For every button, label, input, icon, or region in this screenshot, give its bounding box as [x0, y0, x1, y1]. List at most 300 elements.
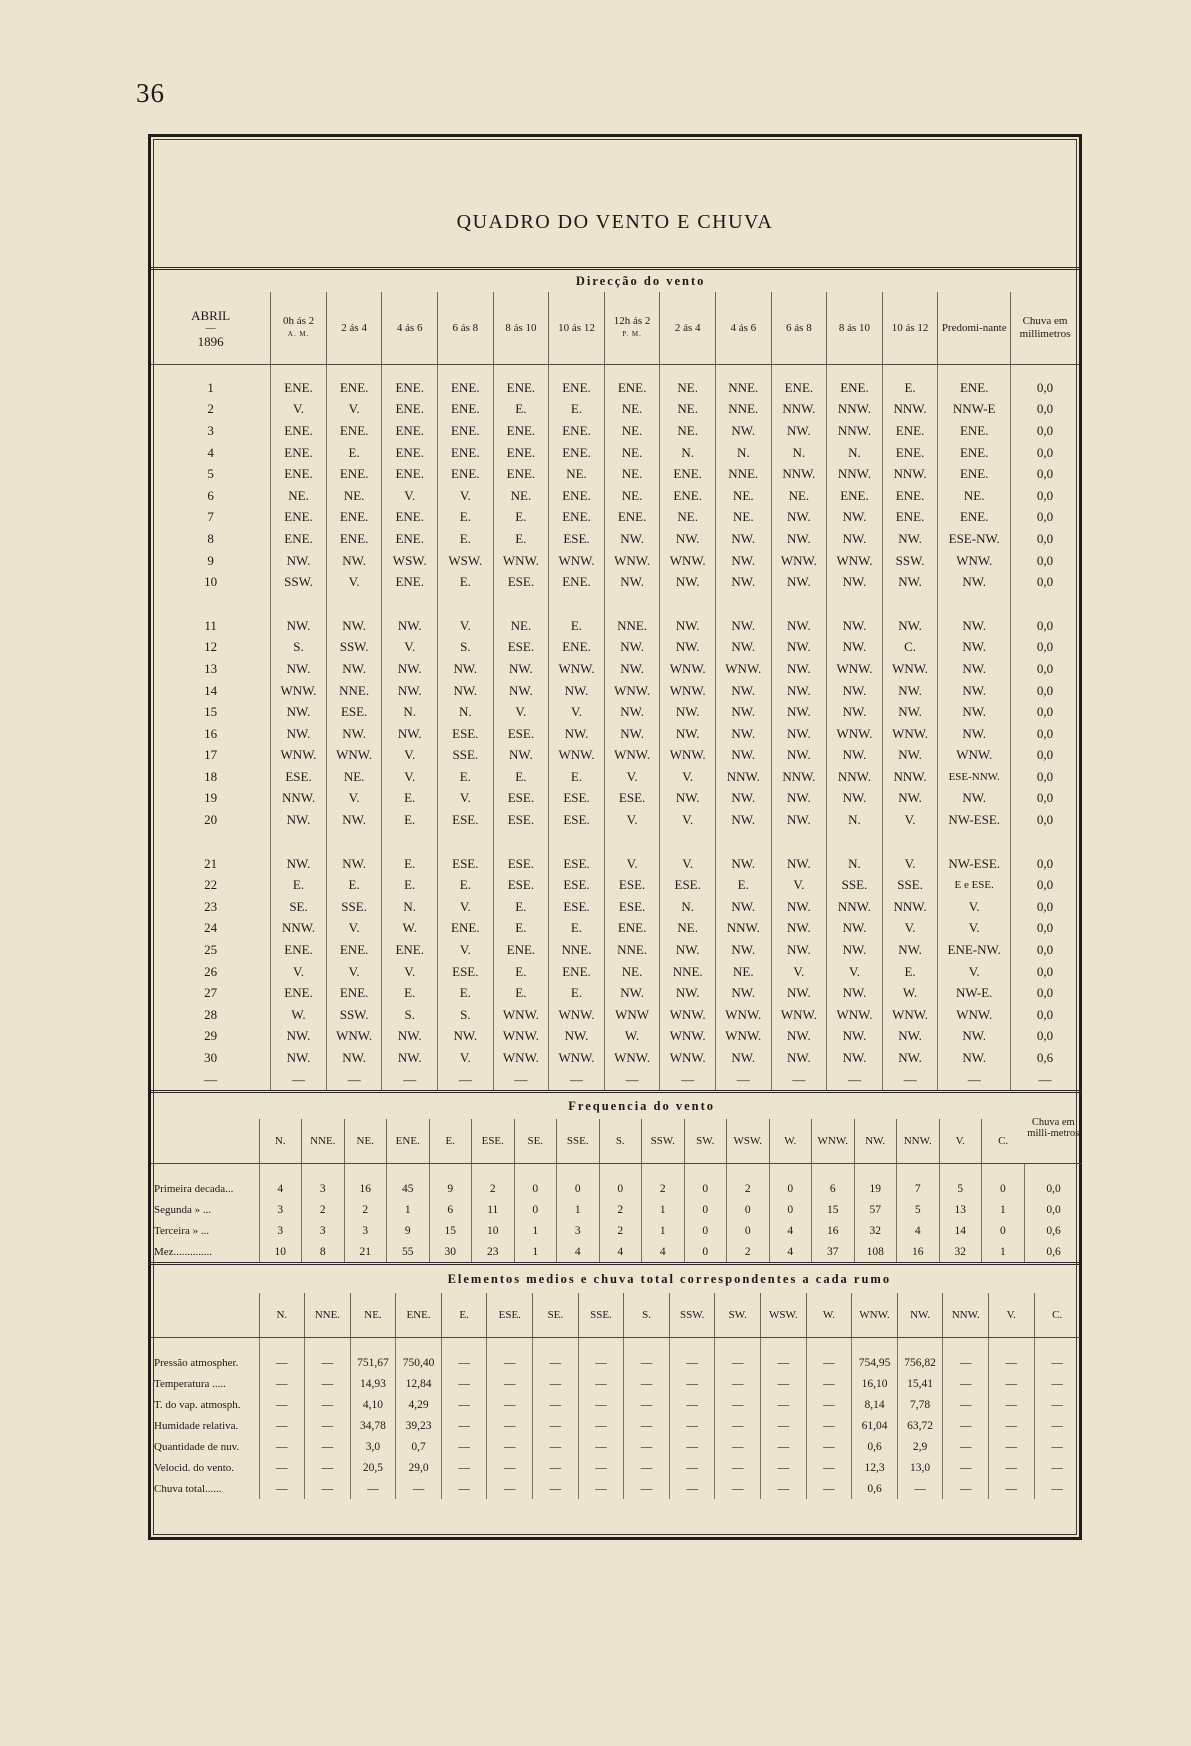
wind-direction-cell: NW.: [771, 528, 827, 550]
freq-value-cell: 15: [812, 1199, 855, 1220]
freq-value-cell: 2: [727, 1178, 770, 1199]
spacer-cell: [982, 1164, 1025, 1179]
predominant-cell: V.: [938, 961, 1011, 983]
elements-value-cell: —: [305, 1436, 351, 1457]
elements-column-header: SW.: [715, 1293, 761, 1338]
wind-column-header: [604, 292, 660, 365]
elements-value-cell: 13,0: [897, 1457, 943, 1478]
spacer-cell: [642, 1164, 685, 1179]
wind-direction-cell: WNW.: [604, 745, 660, 767]
freq-value-cell: 0: [982, 1220, 1025, 1241]
predominant-cell: ENE.: [938, 442, 1011, 464]
elements-value-cell: —: [578, 1415, 624, 1436]
freq-column-header: C.: [982, 1119, 1025, 1164]
wind-direction-cell: WNW.: [660, 550, 716, 572]
wind-direction-cell: ESE.: [549, 853, 605, 875]
wind-direction-cell: NW.: [715, 571, 771, 593]
wind-column-label: 6 ás 8: [452, 321, 479, 334]
month-header-spacer: [151, 270, 271, 292]
wind-direction-cell: NNE.: [326, 680, 382, 702]
freq-rain-cell: 0,6: [1046, 1224, 1061, 1237]
freq-column-header: WSW.: [727, 1119, 770, 1164]
wind-direction-cell: NW.: [882, 1026, 938, 1048]
wind-direction-cell: V.: [271, 399, 327, 421]
spacer-cell: [669, 1338, 715, 1353]
spacer-cell: [344, 1164, 387, 1179]
wind-direction-cell: N.: [382, 896, 438, 918]
wind-direction-cell: E.: [493, 961, 549, 983]
predominant-cell: NW.: [938, 723, 1011, 745]
day-number: 5: [151, 463, 271, 485]
freq-rain-cell: 0,6: [1046, 1245, 1061, 1258]
wind-direction-cell: ENE.: [271, 939, 327, 961]
gap-cell: [326, 831, 382, 853]
gap-cell: [151, 831, 271, 853]
spacer-cell: [350, 1338, 396, 1353]
wind-direction-cell: NW.: [882, 939, 938, 961]
wind-column-label: 4 ás 6: [396, 321, 423, 334]
day-number: 3: [151, 420, 271, 442]
wind-direction-cell: NNE.: [604, 939, 660, 961]
gap-cell: [549, 831, 605, 853]
spacer-cell: [259, 1164, 302, 1179]
gap-cell: [938, 831, 1011, 853]
spacer-cell: [624, 1338, 670, 1353]
wind-direction-cell: NNE.: [715, 463, 771, 485]
wind-direction-cell: NW.: [715, 701, 771, 723]
elements-column-header: NE.: [350, 1293, 396, 1338]
wind-direction-cell: S.: [271, 637, 327, 659]
freq-section-title-row: [151, 1092, 1082, 1120]
elements-column-header: C.: [1034, 1293, 1080, 1338]
elements-value-cell: —: [806, 1352, 852, 1373]
wind-direction-cell: WNW.: [604, 680, 660, 702]
wind-direction-cell: WNW.: [827, 550, 883, 572]
day-number: 2: [151, 399, 271, 421]
day-number: 26: [151, 961, 271, 983]
gap-cell: [151, 365, 271, 378]
wind-direction-cell: V.: [882, 853, 938, 875]
wind-direction-cell: SSE.: [827, 874, 883, 896]
predominant-cell: NNW-E: [938, 399, 1011, 421]
dash-cell: —: [493, 1069, 549, 1091]
wind-direction-cell: NNW.: [771, 463, 827, 485]
spacer-cell: [897, 1164, 940, 1179]
wind-direction-cell: V.: [660, 853, 716, 875]
rain-cell: 0,0: [1036, 466, 1054, 482]
wind-direction-cell: WSW.: [382, 550, 438, 572]
wind-day-row: [151, 853, 1079, 875]
wind-direction-cell: NW.: [715, 982, 771, 1004]
wind-direction-cell: NW.: [715, 1047, 771, 1069]
dash-cell: —: [827, 1069, 883, 1091]
wind-direction-cell: ENE.: [493, 420, 549, 442]
elements-column-header: ESE.: [487, 1293, 533, 1338]
wind-direction-cell: NW.: [771, 680, 827, 702]
wind-direction-cell: NNW.: [882, 766, 938, 788]
day-number: 25: [151, 939, 271, 961]
wind-column-header: [382, 292, 438, 365]
elements-value-cell: —: [259, 1352, 305, 1373]
wind-direction-cell: NW.: [771, 918, 827, 940]
freq-value-cell: 3: [259, 1199, 302, 1220]
elements-value-cell: 39,23: [396, 1415, 442, 1436]
elements-value-cell: —: [715, 1436, 761, 1457]
wind-direction-cell: ENE.: [382, 399, 438, 421]
wind-direction-cell: WNW.: [604, 1047, 660, 1069]
wind-direction-cell: NE.: [604, 420, 660, 442]
freq-value-cell: 7: [897, 1178, 940, 1199]
wind-direction-cell: NW.: [604, 982, 660, 1004]
gap-cell: [1011, 365, 1079, 378]
wind-direction-cell: SSE.: [882, 874, 938, 896]
wind-direction-cell: NW.: [827, 1026, 883, 1048]
freq-value-cell: 0: [514, 1178, 557, 1199]
day-number: 14: [151, 680, 271, 702]
gap-cell: [151, 593, 271, 615]
freq-row: [151, 1178, 1082, 1199]
elements-label-header: [151, 1293, 259, 1338]
wind-direction-cell: WNW.: [660, 1047, 716, 1069]
wind-direction-cell: E.: [438, 507, 494, 529]
wind-direction-cell: V.: [326, 399, 382, 421]
freq-value-cell: 32: [854, 1220, 897, 1241]
elements-value-cell: —: [487, 1457, 533, 1478]
gap-cell: [771, 831, 827, 853]
wind-direction-cell: ENE.: [549, 571, 605, 593]
wind-direction-cell: V.: [604, 809, 660, 831]
freq-value-cell: 1: [982, 1241, 1025, 1262]
wind-column-label: 8 ás 10: [505, 321, 537, 334]
elements-value-cell: 20,5: [350, 1457, 396, 1478]
dash-cell: —: [660, 1069, 716, 1091]
freq-value-cell: 15: [429, 1220, 472, 1241]
predominant-cell: ENE.: [938, 377, 1011, 399]
wind-direction-cell: W.: [882, 982, 938, 1004]
wind-direction-cell: SE.: [271, 896, 327, 918]
freq-row: [151, 1220, 1082, 1241]
wind-direction-cell: NE.: [660, 918, 716, 940]
wind-direction-cell: ENE.: [271, 442, 327, 464]
wind-direction-cell: NW.: [660, 528, 716, 550]
freq-value-cell: 4: [897, 1220, 940, 1241]
freq-value-cell: 16: [344, 1178, 387, 1199]
gap-cell: [827, 593, 883, 615]
day-number: 20: [151, 809, 271, 831]
elements-value-cell: —: [715, 1457, 761, 1478]
freq-value-cell: 5: [939, 1178, 982, 1199]
elements-value-cell: —: [259, 1394, 305, 1415]
predominant-cell: ENE.: [938, 463, 1011, 485]
spacer-cell: [715, 1338, 761, 1353]
wind-direction-cell: V.: [326, 961, 382, 983]
predominant-cell: NW.: [938, 680, 1011, 702]
wind-direction-cell: ENE.: [382, 377, 438, 399]
title-area: [151, 137, 1079, 270]
wind-direction-cell: WNW.: [549, 658, 605, 680]
elements-value-cell: —: [669, 1415, 715, 1436]
spacer-cell: [259, 1338, 305, 1353]
wind-direction-cell: WNW.: [882, 1004, 938, 1026]
gap-cell: [882, 365, 938, 378]
wind-direction-cell: E.: [326, 442, 382, 464]
day-number: 9: [151, 550, 271, 572]
elements-value-cell: —: [305, 1457, 351, 1478]
day-number: 30: [151, 1047, 271, 1069]
freq-row-label: Terceira » ...: [151, 1220, 259, 1241]
decade-gap-row: [151, 365, 1079, 378]
elements-value-cell: —: [715, 1394, 761, 1415]
elements-row-label: Chuva total......: [151, 1478, 259, 1499]
dash-cell: —: [771, 1069, 827, 1091]
wind-direction-cell: WNW.: [493, 550, 549, 572]
gap-cell: [326, 365, 382, 378]
wind-direction-cell: ENE.: [882, 507, 938, 529]
wind-day-row: [151, 1004, 1079, 1026]
wind-direction-cell: E.: [382, 788, 438, 810]
wind-direction-cell: N.: [827, 809, 883, 831]
wind-direction-cell: V.: [382, 637, 438, 659]
gap-cell: [493, 593, 549, 615]
elements-row-label: Pressão atmospher.: [151, 1352, 259, 1373]
wind-direction-cell: NE.: [604, 485, 660, 507]
rain-cell: 0,0: [1036, 379, 1054, 395]
elements-value-cell: —: [761, 1352, 807, 1373]
freq-value-cell: 4: [259, 1178, 302, 1199]
wind-direction-cell: NW.: [604, 723, 660, 745]
wind-column-label: 10 ás 12: [891, 321, 929, 334]
wind-direction-cell: NW.: [715, 550, 771, 572]
chuva-header: Chuva em millimetros: [1011, 292, 1079, 365]
wind-direction-cell: NW.: [549, 680, 605, 702]
wind-direction-cell: E.: [493, 982, 549, 1004]
wind-direction-cell: E.: [715, 874, 771, 896]
wind-direction-cell: WNW.: [660, 658, 716, 680]
wind-column-label: 0h ás 2: [282, 315, 315, 327]
day-number: 17: [151, 745, 271, 767]
freq-value-cell: 3: [344, 1220, 387, 1241]
wind-column-header: [271, 292, 327, 365]
elements-value-cell: —: [441, 1352, 487, 1373]
wind-direction-cell: ESE.: [438, 809, 494, 831]
wind-direction-cell: WNW.: [715, 1004, 771, 1026]
wind-direction-cell: N.: [660, 896, 716, 918]
gap-cell: [660, 365, 716, 378]
wind-direction-cell: V.: [771, 961, 827, 983]
wind-direction-cell: E.: [493, 507, 549, 529]
day-number: 6: [151, 485, 271, 507]
spacer-cell: [727, 1164, 770, 1179]
wind-direction-cell: E.: [382, 853, 438, 875]
elements-column-header: W.: [806, 1293, 852, 1338]
wind-direction-cell: NW.: [715, 853, 771, 875]
wind-direction-cell: WNW.: [827, 658, 883, 680]
freq-value-cell: 45: [387, 1178, 430, 1199]
gap-cell: [771, 593, 827, 615]
elements-value-cell: —: [761, 1394, 807, 1415]
elements-value-cell: —: [943, 1478, 989, 1499]
elements-value-cell: —: [259, 1415, 305, 1436]
wind-direction-cell: NW.: [771, 896, 827, 918]
spacer-cell: [989, 1338, 1035, 1353]
freq-value-cell: 0: [684, 1220, 727, 1241]
elements-value-cell: —: [715, 1373, 761, 1394]
wind-column-header: [771, 292, 827, 365]
freq-value-cell: 1: [514, 1241, 557, 1262]
freq-value-cell: 9: [387, 1220, 430, 1241]
rain-cell: 0,0: [1036, 768, 1054, 784]
wind-direction-cell: NNW.: [827, 420, 883, 442]
predominant-cell: WNW.: [938, 745, 1011, 767]
wind-direction-cell: NNW.: [827, 463, 883, 485]
wind-direction-cell: NW.: [604, 528, 660, 550]
wind-direction-cell: NW.: [771, 853, 827, 875]
wind-direction-cell: ESE.: [549, 528, 605, 550]
freq-value-cell: 13: [939, 1199, 982, 1220]
wind-direction-cell: ENE.: [271, 507, 327, 529]
freq-column-header: E.: [429, 1119, 472, 1164]
rain-cell: 0,6: [1036, 1050, 1054, 1066]
predominant-cell: WNW.: [938, 550, 1011, 572]
spacer-cell: [429, 1164, 472, 1179]
day-number: 12: [151, 637, 271, 659]
elements-value-cell: —: [533, 1478, 579, 1499]
day-number: 23: [151, 896, 271, 918]
wind-day-row: [151, 982, 1079, 1004]
elements-value-cell: —: [1051, 1377, 1063, 1390]
day-number: 7: [151, 507, 271, 529]
elements-value-cell: 12,84: [396, 1373, 442, 1394]
rain-cell: 0,0: [1036, 1006, 1054, 1022]
wind-direction-cell: NW.: [771, 658, 827, 680]
wind-direction-cell: W.: [604, 1026, 660, 1048]
wind-day-row: [151, 745, 1079, 767]
wind-direction-cell: NW.: [715, 809, 771, 831]
freq-section-title: Frequencia do vento: [568, 1098, 716, 1113]
spacer-cell: [472, 1164, 515, 1179]
wind-direction-cell: NW.: [549, 1026, 605, 1048]
freq-value-cell: 16: [897, 1241, 940, 1262]
wind-direction-cell: NW.: [438, 658, 494, 680]
wind-direction-cell: NW.: [271, 1047, 327, 1069]
page-number: 36: [136, 78, 165, 108]
freq-value-cell: 2: [599, 1220, 642, 1241]
elements-value-cell: 0,6: [852, 1478, 898, 1499]
predominant-cell: V.: [938, 918, 1011, 940]
freq-column-header: N.: [259, 1119, 302, 1164]
elements-value-cell: —: [487, 1415, 533, 1436]
wind-direction-cell: WNW.: [493, 1047, 549, 1069]
wind-direction-cell: NW.: [271, 723, 327, 745]
wind-direction-cell: ENE.: [326, 982, 382, 1004]
wind-direction-cell: NE.: [715, 961, 771, 983]
elements-value-cell: —: [533, 1436, 579, 1457]
day-number: 24: [151, 918, 271, 940]
dash-cell: —: [549, 1069, 605, 1091]
freq-column-header: ESE.: [472, 1119, 515, 1164]
wind-direction-cell: NW.: [882, 1047, 938, 1069]
elements-value-cell: —: [806, 1436, 852, 1457]
wind-direction-cell: NE.: [326, 766, 382, 788]
spacer-cell: [533, 1338, 579, 1353]
predominant-cell: NE.: [938, 485, 1011, 507]
elements-value-cell: 754,95: [852, 1352, 898, 1373]
wind-direction-cell: NW.: [660, 788, 716, 810]
elements-value-cell: —: [715, 1352, 761, 1373]
wind-day-row: [151, 420, 1079, 442]
wind-direction-cell: NW.: [715, 896, 771, 918]
wind-direction-cell: WNW.: [882, 723, 938, 745]
elements-value-cell: —: [487, 1394, 533, 1415]
wind-column-label: 2 ás 4: [341, 321, 367, 334]
wind-direction-cell: WNW: [604, 1004, 660, 1026]
wind-day-row: [151, 809, 1079, 831]
wind-direction-cell: ENE.: [382, 571, 438, 593]
page-title: QUADRO DO VENTO E CHUVA: [456, 210, 774, 233]
elements-value-cell: —: [669, 1457, 715, 1478]
gap-cell: [549, 365, 605, 378]
wind-direction-cell: NW.: [827, 615, 883, 637]
elements-value-cell: —: [989, 1478, 1035, 1499]
rain-cell: 0,0: [1036, 509, 1054, 525]
elements-row-label: Velocid. do vento.: [151, 1457, 259, 1478]
rain-cell: 0,0: [1036, 639, 1054, 655]
freq-value-cell: 2: [599, 1199, 642, 1220]
wind-direction-cell: V.: [438, 788, 494, 810]
wind-direction-cell: NW.: [715, 680, 771, 702]
elements-value-cell: —: [487, 1352, 533, 1373]
wind-direction-cell: NE.: [715, 507, 771, 529]
wind-direction-cell: NW.: [326, 615, 382, 637]
freq-value-cell: 9: [429, 1178, 472, 1199]
wind-direction-cell: SSE.: [326, 896, 382, 918]
wind-direction-cell: NNW.: [827, 399, 883, 421]
wind-column-header: [938, 292, 1011, 365]
freq-value-cell: 1: [387, 1199, 430, 1220]
gap-cell: [660, 831, 716, 853]
wind-column-label: Predomi-nante: [941, 321, 1007, 334]
wind-direction-cell: WSW.: [438, 550, 494, 572]
wind-direction-cell: E.: [382, 982, 438, 1004]
wind-direction-cell: NNW.: [715, 766, 771, 788]
wind-direction-cell: NW.: [271, 615, 327, 637]
wind-direction-cell: E.: [549, 918, 605, 940]
freq-column-header-row: [151, 1119, 1082, 1164]
wind-direction-cell: NW.: [882, 571, 938, 593]
freq-value-cell: 1: [557, 1199, 600, 1220]
spacer-cell: [557, 1164, 600, 1179]
spacer-cell: [151, 1164, 259, 1179]
wind-direction-cell: NW.: [382, 1026, 438, 1048]
gap-cell: [604, 593, 660, 615]
wind-direction-cell: NW.: [271, 550, 327, 572]
predominant-cell: NW.: [938, 788, 1011, 810]
wind-direction-cell: ENE.: [438, 442, 494, 464]
dash-cell: —: [151, 1069, 271, 1091]
predominant-cell: NW.: [938, 701, 1011, 723]
wind-direction-cell: ENE.: [771, 377, 827, 399]
elements-value-cell: —: [578, 1478, 624, 1499]
elements-value-cell: —: [1051, 1419, 1063, 1432]
wind-column-header: [882, 292, 938, 365]
gap-cell: [771, 365, 827, 378]
wind-direction-cell: NW.: [771, 745, 827, 767]
wind-direction-cell: WNW.: [771, 550, 827, 572]
gap-cell: [438, 593, 494, 615]
wind-direction-cell: V.: [549, 701, 605, 723]
elements-section-title: Elementos medios e chuva total correspondentes a cada rumo: [447, 1271, 892, 1286]
freq-value-cell: 0: [769, 1199, 812, 1220]
